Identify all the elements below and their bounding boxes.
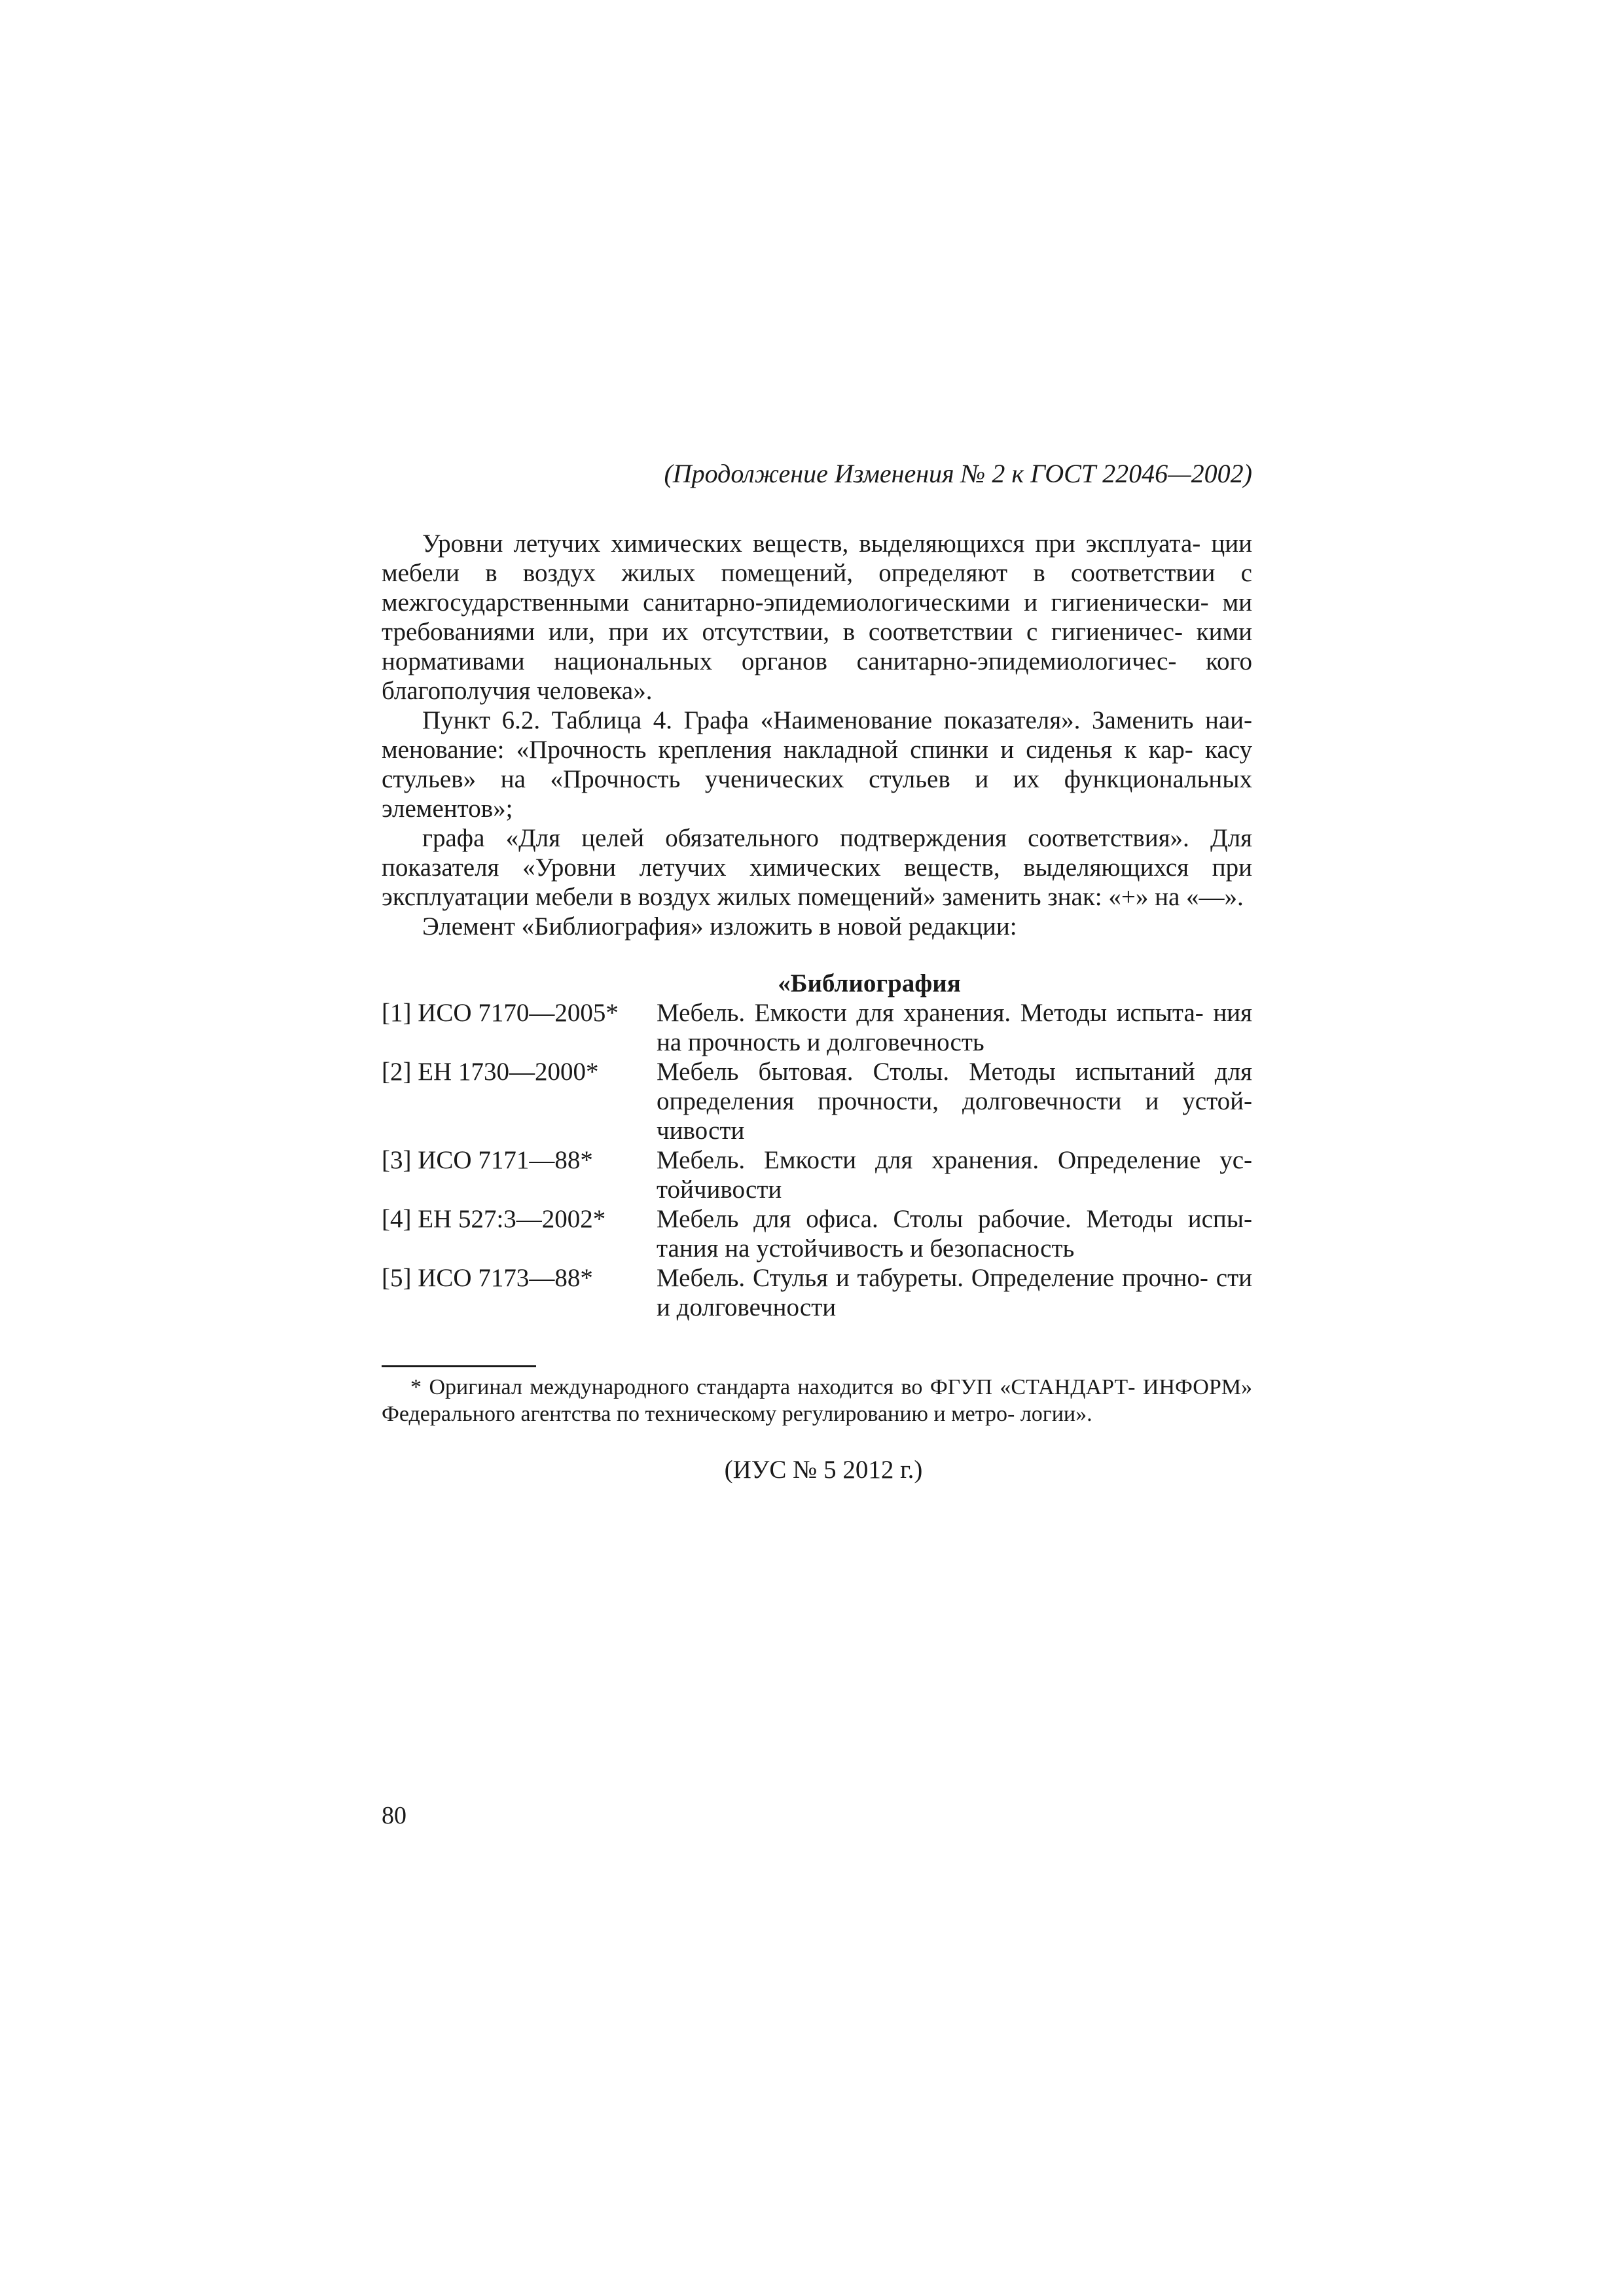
- bibliography-entry: [382, 1145, 1252, 1204]
- running-head: (Продолжение Изменения № 2 к ГОСТ 22046—2002): [664, 459, 1252, 488]
- bibliography-desc: Мебель бытовая. Столы. Методы испытаний для определения прочности, долговечности и устой- чивости: [657, 1058, 1252, 1145]
- footnote-divider: [382, 1365, 536, 1367]
- bibliography-entry: [382, 1057, 1252, 1145]
- bibliography-ref: [1] ИСО 7170—2005*: [382, 999, 619, 1027]
- body-paragraph-3: графа «Для целей обязательного подтверждения соответствия». Для показателя «Уровни летучих химических веществ, выделяющихся при эксплуатации мебели в воздух жилых помещений» заменить знак: «+» на «—».: [382, 824, 1252, 911]
- bibliography-entry: [382, 1204, 1252, 1263]
- bibliography-desc: Мебель для офиса. Столы рабочие. Методы испы- тания на устойчивость и безопасность: [657, 1205, 1252, 1263]
- bibliography-ref: [3] ИСО 7171—88*: [382, 1146, 593, 1174]
- bibliography-heading: «Библиография: [778, 969, 961, 997]
- body-paragraph-2: Пункт 6.2. Таблица 4. Графа «Наименование показателя». Заменить наи- менование: «Прочность крепления накладной спинки и сиденья к кар- касу стульев» на «Прочность ученических стульев и их функциональных элементов»;: [382, 706, 1252, 823]
- page-number: 80: [382, 1802, 406, 1829]
- source-note: (ИУС № 5 2012 г.): [724, 1456, 923, 1484]
- bibliography-ref: [5] ИСО 7173—88*: [382, 1264, 593, 1292]
- bibliography-desc: Мебель. Емкости для хранения. Определение ус- тойчивости: [657, 1146, 1252, 1204]
- body-paragraph-4: Элемент «Библиография» изложить в новой редакции:: [422, 912, 1017, 941]
- bibliography-entry: [382, 1263, 1252, 1322]
- bibliography-ref: [2] ЕН 1730—2000*: [382, 1058, 599, 1086]
- bibliography-table: [382, 998, 1252, 1322]
- page-content: [382, 458, 1252, 1484]
- bibliography-desc: Мебель. Стулья и табуреты. Определение прочно- сти и долговечности: [657, 1264, 1252, 1321]
- body-paragraph-1: Уровни летучих химических веществ, выделяющихся при эксплуата- ции мебели в воздух жилых помещений, определяют в соответствии с межгосударственными санитарно-эпидемиологическими и гигиенически- ми требованиями или, при их отсутствии, в соответствии с гигиеничес- кими нормативами национальных органов санитарно-эпидемиологичес- кого благополучия человека».: [382, 529, 1252, 705]
- bibliography-desc: Мебель. Емкости для хранения. Методы испыта- ния на прочность и долговечность: [657, 999, 1252, 1056]
- footnote: * Оригинал международного стандарта находится во ФГУП «СТАНДАРТ- ИНФОРМ» Федерального агентства по техническому регулированию и метро- логии».: [382, 1375, 1252, 1426]
- bibliography-entry: [382, 998, 1252, 1057]
- bibliography-ref: [4] ЕН 527:3—2002*: [382, 1205, 606, 1233]
